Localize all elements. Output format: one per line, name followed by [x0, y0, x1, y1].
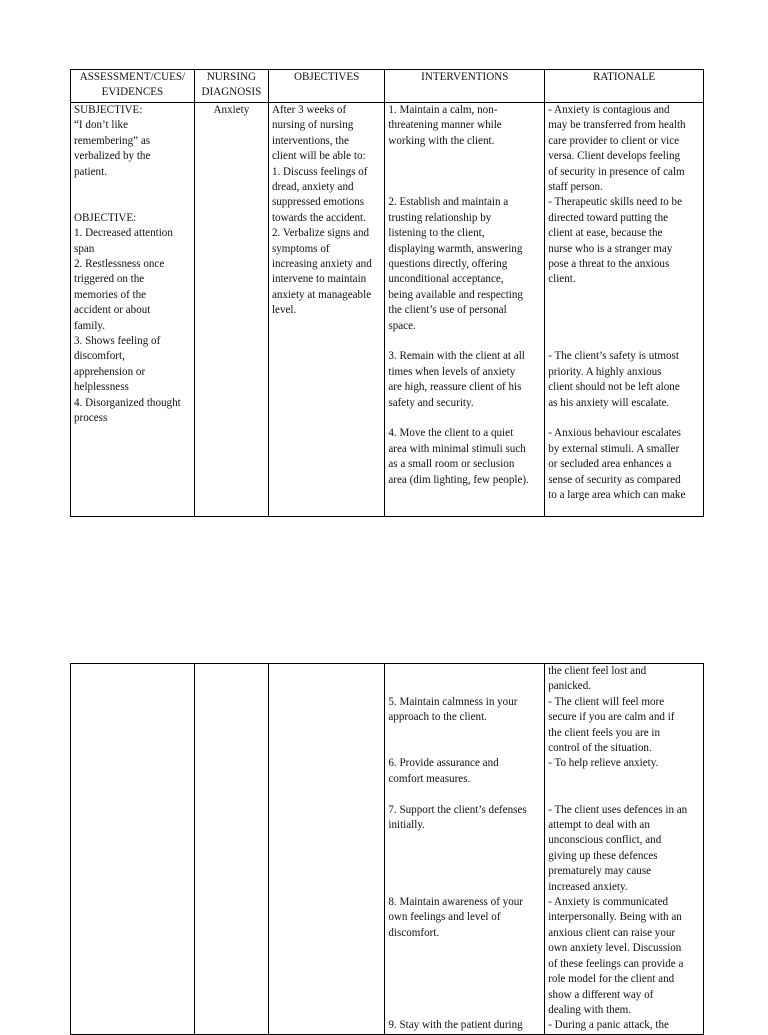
header-assessment-line: ASSESSMENT/CUES/ [79, 71, 186, 83]
intervention-line: trusting relationship by [388, 211, 492, 224]
plan-row-continued [71, 664, 704, 1035]
rationale-line: interpersonally. Being with an [548, 911, 682, 924]
objective-text-line: increasing anxiety and [271, 258, 372, 271]
rationale-line: - Anxiety is communicated [548, 896, 669, 909]
rationale-line: pose a threat to the anxious [548, 258, 670, 271]
rationale-line: priority. A highly anxious [548, 365, 662, 378]
header-objectives-label: OBJECTIVES [293, 71, 360, 83]
objective-text-line: dread, anxiety and [271, 181, 354, 194]
objectives-cell-empty [268, 664, 384, 1035]
intervention-line: 7. Support the client’s defenses [388, 803, 527, 816]
rationale-line: role model for the client and [548, 973, 675, 986]
subjective-line: “I don’t like [74, 119, 129, 132]
assessment-cell [71, 103, 195, 517]
rationale-line: the client feels you are in [548, 726, 661, 739]
plan-row [71, 103, 704, 517]
rationale-line: own anxiety level. Discussion [548, 942, 682, 955]
subjective-line: patient. [74, 165, 107, 178]
objective-text-line: After 3 weeks of [271, 104, 347, 116]
subjective-label: SUBJECTIVE: [74, 104, 143, 116]
objective-line: helplessness [74, 381, 129, 394]
rationale-line: - The client will feel more [548, 695, 665, 708]
rationale-line: - Anxious behaviour escalates [548, 427, 681, 440]
intervention-line: are high, reassure client of his [388, 381, 522, 394]
diagnosis-text: Anxiety [213, 104, 250, 116]
intervention-line: 3. Remain with the client at all [388, 350, 525, 363]
header-interventions-label: INTERVENTIONS [421, 71, 509, 83]
objective-label: OBJECTIVE: [74, 211, 137, 224]
intervention-line: displaying warmth, answering [388, 242, 523, 255]
rationale-cell [545, 664, 704, 1035]
rationale-line: may be transferred from health [548, 119, 686, 132]
objectives-cell [268, 103, 384, 517]
header-interventions [385, 70, 545, 103]
intervention-line: working with the client. [388, 134, 495, 147]
objective-text-line: level. [271, 304, 297, 317]
care-plan-table-page1 [70, 69, 704, 517]
rationale-line: to a large area which can make [548, 489, 686, 502]
rationale-line: show a different way of [548, 988, 654, 1001]
rationale-line: secure if you are calm and if [548, 711, 675, 724]
rationale-line: dealing with them. [548, 1003, 632, 1016]
intervention-line: times when levels of anxiety [388, 365, 516, 378]
diagnosis-cell [194, 103, 268, 517]
rationale-line: attempt to deal with an [548, 819, 650, 832]
objective-line: span [74, 242, 95, 255]
intervention-line: area with minimal stimuli such [388, 442, 526, 455]
header-rationale-label: RATIONALE [592, 71, 656, 83]
intervention-line: approach to the client. [388, 711, 487, 724]
rationale-line: unconscious conflict, and [548, 834, 662, 847]
interventions-cell [385, 664, 545, 1035]
objective-line: apprehension or [74, 365, 146, 378]
rationale-line: client at ease, because the [548, 227, 663, 240]
intervention-line: 8. Maintain awareness of your [388, 895, 524, 908]
diagnosis-cell-empty [194, 664, 268, 1035]
objective-line: 1. Decreased attention [74, 227, 173, 240]
rationale-line: - To help relieve anxiety. [548, 757, 659, 770]
rationale-line: versa. Client develops feeling [548, 150, 681, 163]
rationale-line: prematurely may cause [548, 865, 652, 878]
header-assessment [71, 70, 195, 103]
rationale-line: or secluded area enhances a [548, 458, 672, 471]
rationale-line: giving up these defences [548, 849, 658, 862]
intervention-line: questions directly, offering [388, 258, 508, 271]
header-row [71, 70, 704, 103]
objective-text-line: towards the accident. [271, 211, 366, 224]
intervention-line: being available and respecting [388, 288, 523, 301]
rationale-line: panicked. [548, 680, 592, 693]
rationale-line: client. [548, 273, 576, 286]
header-nursing-diagnosis [194, 70, 268, 103]
rationale-line: the client feel lost and [548, 665, 647, 677]
objective-text-line: interventions, the [271, 134, 349, 147]
rationale-line: - Therapeutic skills need to be [548, 196, 683, 209]
objective-text-line: symptoms of [271, 242, 330, 255]
subjective-line: remembering” as [74, 134, 151, 147]
objective-line: process [74, 412, 108, 425]
objective-text-line: anxiety at manageable [271, 288, 372, 301]
rationale-line: nurse who is a stranger may [548, 242, 673, 255]
objective-line: 4. Disorganized thought [74, 396, 181, 409]
subjective-line: verbalized by the [74, 150, 151, 163]
rationale-line: by external stimuli. A smaller [548, 442, 680, 455]
intervention-line: space. [388, 319, 416, 332]
objective-line: family. [74, 319, 106, 332]
interventions-cell [385, 103, 545, 517]
header-diagnosis-line: NURSING [206, 71, 257, 83]
intervention-line: the client’s use of personal [388, 304, 507, 317]
rationale-line: sense of security as compared [548, 473, 681, 486]
objective-line: discomfort, [74, 350, 125, 363]
assessment-cell-empty [71, 664, 195, 1035]
intervention-line: as a small room or seclusion [388, 458, 515, 471]
rationale-line: anxious client can raise your [548, 926, 676, 939]
rationale-line: client should not be left alone [548, 381, 680, 394]
rationale-cell [545, 103, 704, 517]
intervention-line: 6. Provide assurance and [388, 757, 499, 770]
rationale-line: control of the situation. [548, 742, 652, 755]
intervention-line: 5. Maintain calmness in your [388, 695, 518, 708]
intervention-line: unconditional acceptance, [388, 273, 504, 286]
intervention-line: area (dim lighting, few people). [388, 473, 529, 486]
rationale-line: - The client uses defences in an [548, 803, 688, 816]
intervention-line: own feelings and level of [388, 911, 501, 924]
objective-text-line: 2. Verbalize signs and [271, 227, 370, 240]
intervention-line: 2. Establish and maintain a [388, 196, 509, 209]
intervention-line: initially. [388, 818, 425, 831]
rationale-line: - Anxiety is contagious and [548, 104, 670, 116]
header-assessment-line: EVIDENCES [101, 86, 164, 99]
objective-line: memories of the [74, 288, 147, 301]
header-objectives [268, 70, 384, 103]
objective-line: 2. Restlessness once [74, 258, 165, 271]
rationale-line: as his anxiety will escalate. [548, 396, 670, 409]
intervention-line: 9. Stay with the patient during [388, 1019, 523, 1032]
rationale-line: of security in presence of calm [548, 165, 685, 178]
intervention-line: 1. Maintain a calm, non- [388, 104, 498, 116]
intervention-line: 4. Move the client to a quiet [388, 427, 514, 440]
intervention-line: discomfort. [388, 926, 440, 939]
intervention-line: comfort measures. [388, 772, 471, 785]
objective-text-line: client will be able to: [271, 150, 366, 163]
care-plan-table-page2 [70, 663, 704, 1035]
objective-line: triggered on the [74, 273, 145, 286]
rationale-line: increased anxiety. [548, 880, 628, 893]
rationale-line: care provider to client or vice [548, 134, 680, 147]
objective-text-line: nursing of nursing [271, 119, 354, 132]
rationale-line: staff person. [548, 181, 603, 194]
rationale-line: of these feelings can provide a [548, 957, 684, 970]
objective-text-line: intervene to maintain [271, 273, 367, 286]
intervention-line: safety and security. [388, 396, 474, 409]
header-diagnosis-line: DIAGNOSIS [201, 86, 262, 99]
intervention-line: listening to the client, [388, 227, 485, 240]
header-rationale [545, 70, 704, 103]
rationale-line: - During a panic attack, the [548, 1019, 669, 1032]
rationale-line: - The client’s safety is utmost [548, 350, 679, 363]
objective-line: accident or about [74, 304, 151, 317]
objective-text-line: 1. Discuss feelings of [271, 165, 368, 178]
objective-text-line: suppressed emotions [271, 196, 365, 209]
objective-line: 3. Shows feeling of [74, 335, 161, 348]
intervention-line: threatening manner while [388, 119, 502, 132]
rationale-line: directed toward putting the [548, 211, 669, 224]
